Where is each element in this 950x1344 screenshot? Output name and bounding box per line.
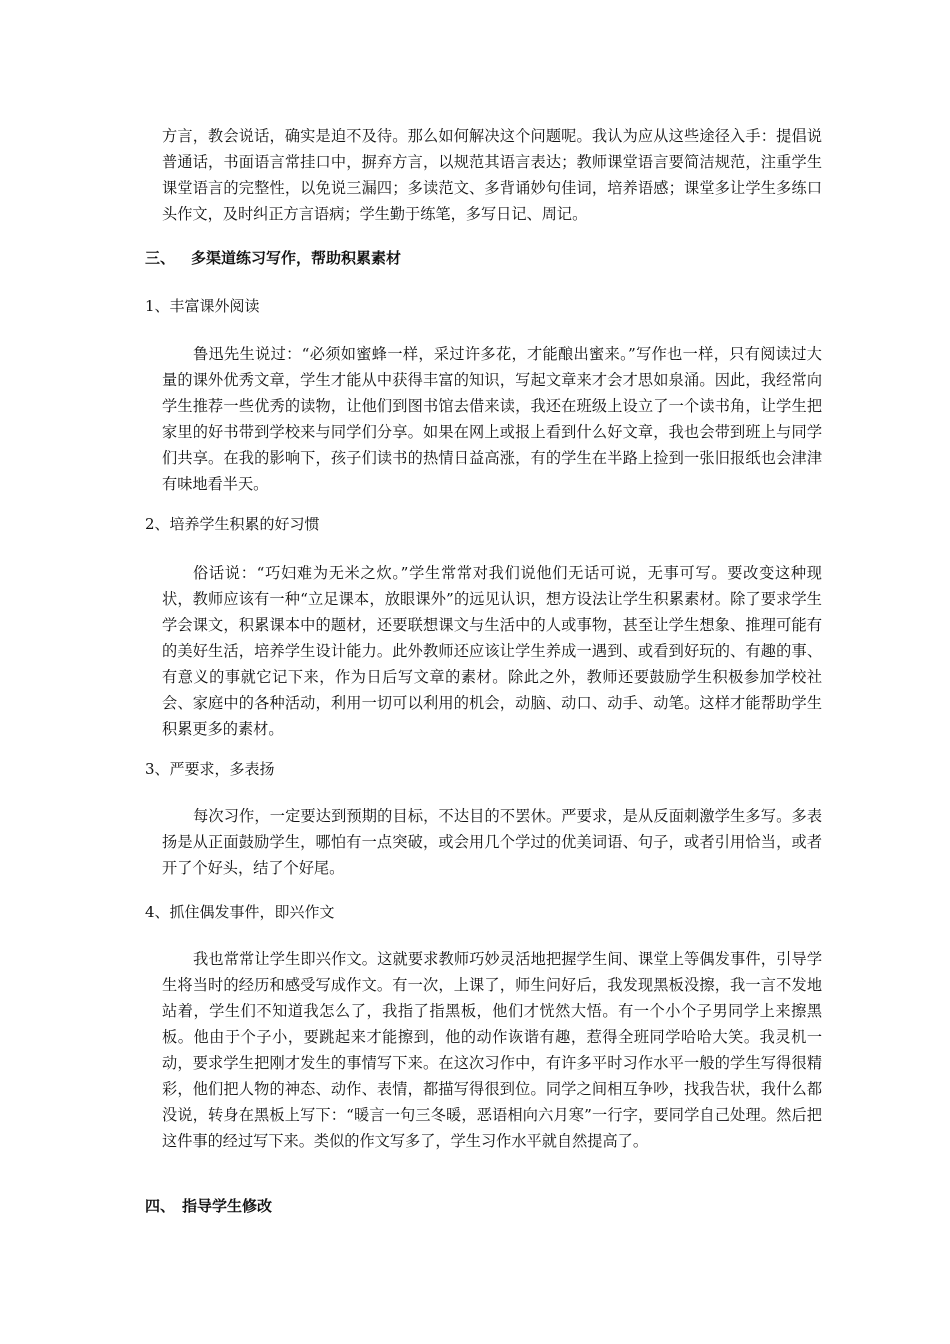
paragraph-habit: 俗话说：“巧妇难为无米之炊。”学生常常对我们说他们无话可说，无事可写。要改变这种现状，教师应该有一种“立足课本，放眼课外”的远见认识，想方设法让学生积累素材。除了要求学生学会课文，积累课本中的题材，还要联想课文与生活中的人或事物，甚至让学生想象、推理可能有的美好生活，培养学生设计能力。此外教师还应该让学生养成一遇到、或看到好玩的、有趣的事、有意义的事就它记下来，作为日后写文章的素材。除此之外，教师还要鼓励学生积极参加学校社会、家庭中的各种活动，利用一切可以利用的机会，动脑、动口、动手、动笔。这样才能帮助学生积累更多的素材。 [162,564,822,738]
paragraph-intro: 方言，教会说话，确实是迫不及待。那么如何解决这个问题呢。我认为应从这些途径入手：提倡说普通话，书面语言常挂口中，摒弃方言，以规范其语言表达；教师课堂语言要简洁规范，注重学生课堂语言的完整性，以免说三漏四；多读范文、多背诵妙句佳词，培养语感；课堂多让学生多练口头作文，及时纠正方言语病；学生勤于练笔，多写日记、周记。 [162,127,822,223]
section-number: 四、 [145,1197,176,1215]
section-heading-three [145,246,401,270]
section-title: 多渠道练习写作，帮助积累素材 [191,249,402,267]
subheading-reading: 1、丰富课外阅读 [145,297,260,315]
section-heading-four [145,1194,272,1218]
subheading-strict: 3、严要求，多表扬 [145,760,275,778]
section-number: 三、 [145,249,176,267]
subheading-incident: 4、抓住偶发事件，即兴作文 [145,903,335,921]
paragraph-strict: 每次习作，一定要达到预期的目标，不达目的不罢休。严要求，是从反面刺激学生多写。多表扬是从正面鼓励学生，哪怕有一点突破，或会用几个学过的优美词语、句子，或者引用恰当，或者开了个好头，结了个好尾。 [162,807,822,877]
paragraph-incident: 我也常常让学生即兴作文。这就要求教师巧妙灵活地把握学生间、课堂上等偶发事件，引导学生将当时的经历和感受写成作文。有一次，上课了，师生问好后，我发现黑板没擦，我一言不发地站着，学生们不知道我怎么了，我指了指黑板，他们才恍然大悟。有一个小个子男同学上来擦黑板。他由于个子小，要跳起来才能擦到，他的动作诙谐有趣，惹得全班同学哈哈大笑。我灵机一动，要求学生把刚才发生的事情写下来。在这次习作中，有许多平时习作水平一般的学生写得很精彩，他们把人物的神态、动作、表情，都描写得很到位。同学之间相互争吵，找我告状，我什么都没说，转身在黑板上写下：“暖言一句三冬暖，恶语相向六月寒”一行字，要同学自己处理。然后把这件事的经过写下来。类似的作文写多了，学生习作水平就自然提高了。 [162,950,822,1150]
subheading-habit: 2、培养学生积累的好习惯 [145,515,320,533]
paragraph-reading: 鲁迅先生说过：“必须如蜜蜂一样，采过许多花，才能酿出蜜来。”写作也一样，只有阅读过大量的课外优秀文章，学生才能从中获得丰富的知识，写起文章来才会才思如泉涌。因此，我经常向学生推荐一些优秀的读物，让他们到图书馆去借来读，我还在班级上设立了一个读书角，让学生把家里的好书带到学校来与同学们分享。如果在网上或报上看到什么好文章，我也会带到班上与同学们共享。在我的影响下，孩子们读书的热情日益高涨，有的学生在半路上捡到一张旧报纸也会津津有味地看半天。 [162,345,822,493]
section-title: 指导学生修改 [182,1197,273,1215]
